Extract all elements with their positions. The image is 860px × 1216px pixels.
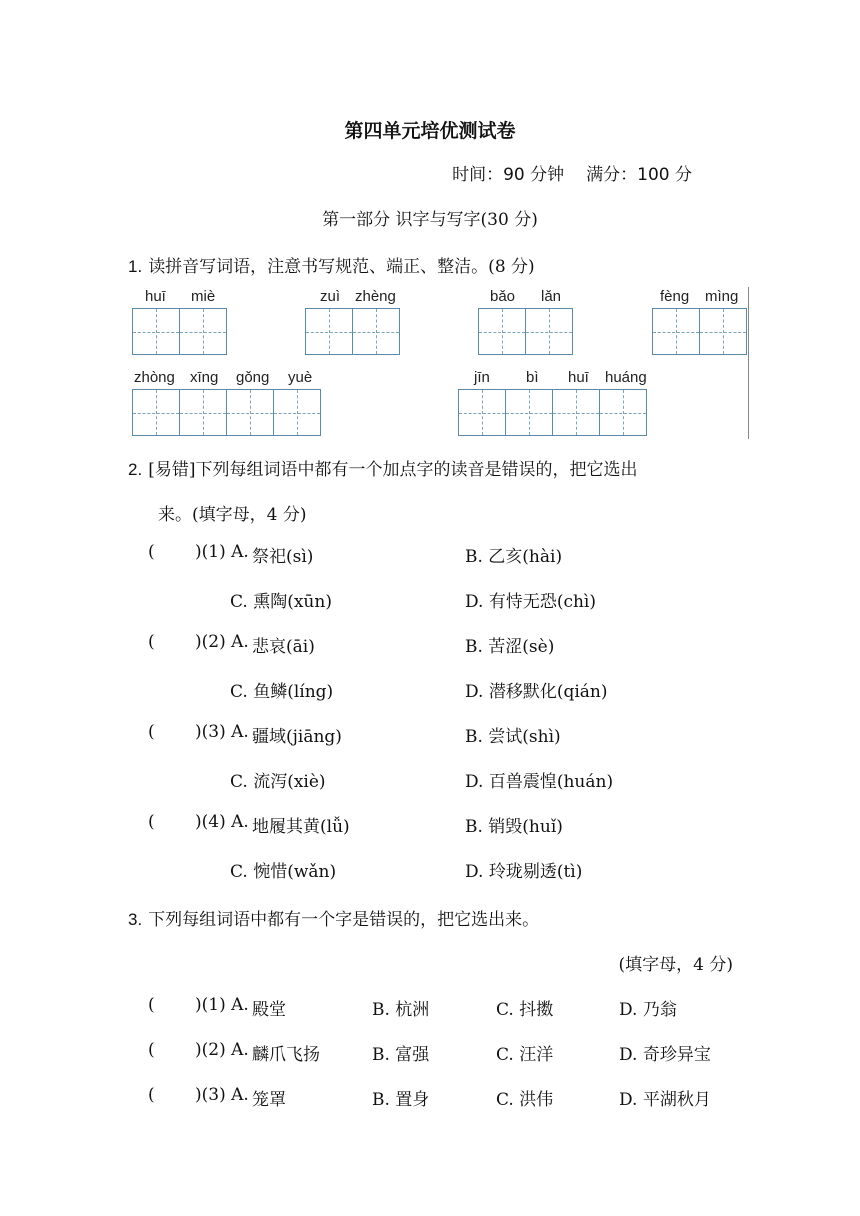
- pinyin-label: xīng: [190, 369, 219, 386]
- part-heading: 第一部分 识字与写字(30 分): [322, 210, 538, 230]
- question-text: 下列每组词语中都有一个字是错误的，把它选出来。: [148, 910, 540, 930]
- option-d: D. 奇珍异宝: [619, 1045, 711, 1065]
- option-c: C. 惋惜(wǎn): [230, 862, 337, 882]
- question-text: [易错]下列每组词语中都有一个加点字的读音是错误的，把它选出: [148, 460, 638, 480]
- writing-grid[interactable]: [458, 389, 647, 436]
- question-2: [128, 455, 637, 480]
- writing-grid[interactable]: [652, 308, 747, 355]
- option-c: C. 流泻(xiè): [230, 772, 326, 792]
- exam-meta: [452, 160, 692, 185]
- option-b: B. 杭洲: [372, 1000, 430, 1020]
- item-label: )(1) A.: [195, 995, 249, 1015]
- item-label: )(3) A.: [195, 722, 249, 742]
- answer-paren[interactable]: (: [148, 722, 155, 742]
- pinyin-label: zhèng: [355, 288, 396, 305]
- pinyin-label: huī: [145, 288, 166, 305]
- option-d: D. 潜移默化(qián): [465, 682, 608, 702]
- pinyin-label: fèng: [660, 288, 690, 305]
- margin-line: [748, 287, 749, 439]
- writing-grid[interactable]: [132, 308, 227, 355]
- option-d: D. 玲珑剔透(tì): [465, 862, 583, 882]
- question-3: [128, 905, 539, 930]
- writing-grid[interactable]: [305, 308, 400, 355]
- option-b: B. 尝试(shì): [465, 727, 561, 747]
- question-number: 1.: [128, 257, 143, 276]
- answer-paren[interactable]: (: [148, 1085, 155, 1105]
- option-b: B. 富强: [372, 1045, 430, 1065]
- option-d: D. 平湖秋月: [619, 1090, 711, 1110]
- writing-grid[interactable]: [132, 389, 321, 436]
- item-label: )(1) A.: [195, 542, 249, 562]
- answer-paren[interactable]: (: [148, 1040, 155, 1060]
- option-a: 悲哀(āi): [252, 637, 315, 657]
- answer-paren[interactable]: (: [148, 812, 155, 832]
- option-a: 殿堂: [252, 1000, 286, 1020]
- pinyin-label: bǎo: [490, 288, 516, 305]
- item-label: )(2) A.: [195, 632, 249, 652]
- pinyin-label: jīn: [474, 369, 490, 386]
- page-title: 第四单元培优测试卷: [344, 120, 516, 142]
- item-label: )(4) A.: [195, 812, 249, 832]
- pinyin-label: miè: [191, 288, 216, 305]
- option-c: C. 熏陶(xūn): [230, 592, 332, 612]
- full-score: 满分：100 分: [586, 165, 692, 185]
- pinyin-label: bì: [526, 369, 539, 386]
- pinyin-label: gǒng: [236, 369, 270, 386]
- question-note: (填字母，4 分): [618, 955, 733, 975]
- pinyin-label: yuè: [288, 369, 313, 386]
- time-limit: 时间：90 分钟: [452, 165, 565, 185]
- option-d: D. 有恃无恐(chì): [465, 592, 597, 612]
- option-c: C. 抖擞: [496, 1000, 554, 1020]
- option-b: B. 苦涩(sè): [465, 637, 555, 657]
- option-b: B. 乙亥(hài): [465, 547, 563, 567]
- pinyin-label: huáng: [605, 369, 647, 386]
- option-d: D. 百兽震惶(huán): [465, 772, 614, 792]
- answer-paren[interactable]: (: [148, 995, 155, 1015]
- option-d: D. 乃翁: [619, 1000, 677, 1020]
- question-1: [128, 252, 535, 277]
- option-c: C. 洪伟: [496, 1090, 554, 1110]
- question-text: 读拼音写词语，注意书写规范、端正、整洁。(8 分): [148, 257, 535, 277]
- item-label: )(2) A.: [195, 1040, 249, 1060]
- pinyin-label: lǎn: [541, 288, 562, 305]
- item-label: )(3) A.: [195, 1085, 249, 1105]
- option-a: 麟爪飞扬: [252, 1045, 320, 1065]
- pinyin-label: zhòng: [134, 369, 175, 386]
- question-text-continued: 来。(填字母，4 分): [158, 505, 307, 525]
- answer-paren[interactable]: (: [148, 632, 155, 652]
- answer-paren[interactable]: (: [148, 542, 155, 562]
- option-b: B. 置身: [372, 1090, 430, 1110]
- writing-grid[interactable]: [478, 308, 573, 355]
- question-number: 3.: [128, 910, 143, 929]
- pinyin-label: zuì: [320, 288, 341, 305]
- question-number: 2.: [128, 460, 143, 479]
- option-a: 笼罩: [252, 1090, 286, 1110]
- option-c: C. 鱼鳞(líng): [230, 682, 334, 702]
- option-a: 地履其黄(lǚ): [252, 817, 350, 837]
- pinyin-label: huī: [568, 369, 589, 386]
- option-a: 祭祀(sì): [252, 547, 314, 567]
- option-a: 疆域(jiāng): [252, 727, 342, 747]
- option-c: C. 汪洋: [496, 1045, 554, 1065]
- option-b: B. 销毁(huǐ): [465, 817, 563, 837]
- pinyin-label: mìng: [705, 288, 739, 305]
